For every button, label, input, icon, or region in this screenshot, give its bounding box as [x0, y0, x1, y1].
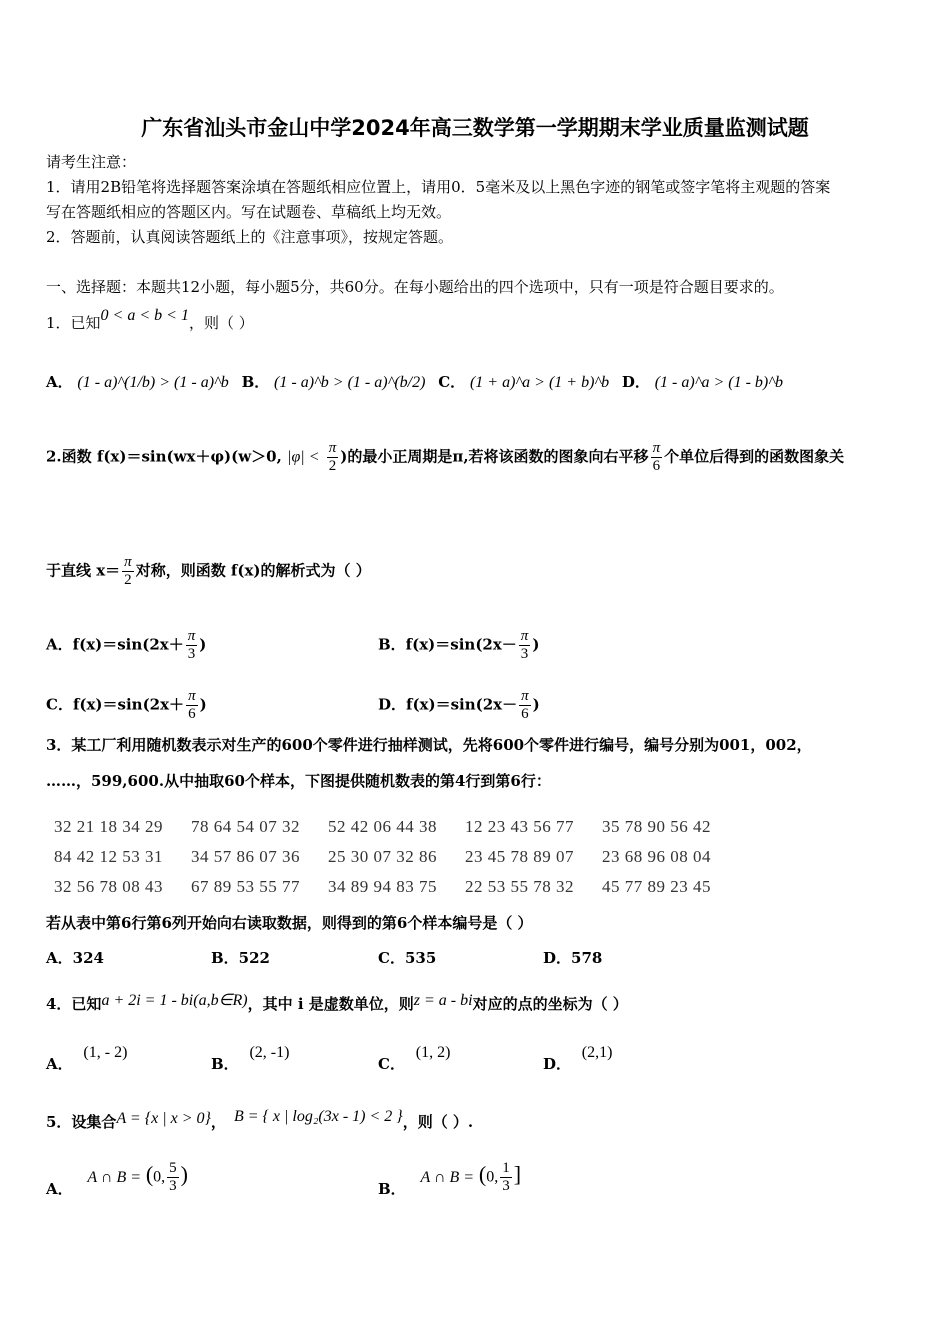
q5-option-a-den: 3 [169, 1178, 177, 1194]
section-heading: 一、选择题：本题共12小题，每小题5分，共60分。在每小题给出的四个选项中，只有一项是符合题目要求的。 [46, 278, 784, 296]
q2-option-c-frac [186, 688, 198, 723]
q1-stem [46, 307, 254, 334]
q4-option-c[interactable] [378, 1042, 451, 1073]
q1-option-a[interactable]: (1 - a)^(1/b) > (1 - a)^b [77, 374, 229, 391]
table-cell: 34 57 86 07 36 [191, 847, 300, 866]
q4-label-b: B． [211, 1055, 239, 1073]
table-cell: 35 78 90 56 42 [602, 817, 711, 836]
table-row [54, 812, 739, 842]
q5-option-a-zero: 0, [153, 1168, 166, 1186]
q5-option-b-zero: 0, [486, 1168, 499, 1186]
q5-option-b-num: 1 [502, 1160, 510, 1176]
q4-equation: a + 2i = 1 - bi [101, 992, 194, 1009]
q5-option-b-open: ( [478, 1161, 487, 1187]
q5-option-b[interactable] [378, 1160, 522, 1198]
q5-set-b: B = { x | log₂(3x - 1) < 2 } [233, 1108, 403, 1125]
table-cell: 23 45 78 89 07 [465, 847, 574, 866]
table-cell: 22 53 55 78 32 [465, 877, 574, 896]
q5-set-a: A = {x | x > 0} [116, 1110, 211, 1127]
q2-option-d[interactable] [378, 688, 540, 723]
q2-frac-pi-6 [651, 440, 663, 475]
q4-value-d: (2,1) [581, 1044, 613, 1061]
q5-option-b-close: ] [513, 1161, 522, 1187]
q2-option-a-den: 3 [187, 646, 196, 662]
q4-option-a[interactable] [46, 1042, 128, 1073]
q5-stem [46, 1108, 474, 1133]
q5-option-b-expr: A ∩ B = [420, 1168, 475, 1186]
q1-prefix: 1．已知 [46, 314, 101, 332]
q5-label-b: B． [378, 1179, 406, 1198]
q2-stem-line2 [46, 554, 371, 589]
q2-frac-line-den: 2 [124, 572, 132, 588]
q1-option-d[interactable]: (1 - a)^a > (1 - b)^b [654, 374, 783, 391]
q2-option-b-num: π [520, 628, 529, 644]
q2-option-c-close: ) [199, 695, 207, 714]
q2-option-b[interactable] [378, 628, 539, 663]
q2-part2: )的最小正周期是π,若将该函数的图象向右平移 [340, 447, 649, 466]
q4-mid: ，其中 i 是虚数单位，则 [247, 995, 414, 1013]
q3-option-d[interactable]: D．578 [543, 949, 603, 967]
table-row [54, 872, 739, 902]
table-cell: 78 64 54 07 32 [191, 817, 300, 836]
notice-item1-line2: 写在答题纸相应的答题区内。写在试题卷、草稿纸上均无效。 [46, 203, 452, 221]
q2-part1: 2.函数 f(x)＝sin(wx＋φ)(w＞0, [46, 447, 282, 466]
table-cell: 34 89 94 83 75 [328, 877, 437, 896]
table-cell: 32 56 78 08 43 [54, 877, 163, 896]
q3-option-b[interactable]: B．522 [211, 949, 270, 967]
q3-stem-line1: 3．某工厂利用随机数表示对生产的600个零件进行抽样测试，先将600个零件进行编号，编号分别为001，002， [46, 736, 812, 754]
q5-option-b-frac [500, 1160, 512, 1195]
q4-option-b[interactable] [211, 1042, 290, 1073]
q2-option-a-close: ) [199, 635, 207, 654]
q2-frac-den: 2 [328, 458, 337, 474]
q2-option-c-text: C．f(x)＝sin(2x＋ [46, 695, 185, 714]
q2-abs-phi: |φ| < [287, 448, 320, 466]
q2-stem-line1 [46, 440, 844, 475]
q2-option-a-text: A．f(x)＝sin(2x＋ [46, 635, 184, 654]
q5-option-a-expr: A ∩ B = [87, 1168, 142, 1186]
q5-suffix: ，则（ ）. [402, 1113, 474, 1131]
q2-frac-pi-2 [327, 440, 339, 475]
q5-prefix: 5．设集合 [46, 1113, 117, 1131]
q4-value-a: (1, - 2) [83, 1044, 128, 1061]
q2-option-d-num: π [521, 688, 529, 704]
q2-part3: 个单位后得到的函数图象关 [664, 447, 845, 466]
q2-option-d-text: D．f(x)＝sin(2x－ [378, 695, 518, 714]
q2-frac-line [122, 554, 134, 589]
q1-condition: 0 < a < b < 1 [100, 307, 189, 324]
q1-label-b: B． [241, 373, 270, 391]
q2-line2b: 对称，则函数 f(x)的解析式为（ ） [135, 561, 371, 580]
q5-comma: ， [210, 1113, 226, 1131]
q2-option-d-frac [519, 688, 531, 723]
q1-option-c[interactable]: (1 + a)^a > (1 + b)^b [469, 374, 610, 391]
q4-label-d: D． [543, 1055, 572, 1073]
q1-options [46, 372, 783, 393]
q1-label-a: A． [46, 373, 73, 391]
q1-label-c: C． [438, 373, 466, 391]
q4-prefix: 4．已知 [46, 995, 102, 1013]
table-cell: 84 42 12 53 31 [54, 847, 163, 866]
table-cell: 52 42 06 44 38 [328, 817, 437, 836]
q5-option-a-open: ( [145, 1161, 154, 1187]
q5-option-a-num: 5 [169, 1160, 177, 1176]
q1-label-d: D． [621, 373, 650, 391]
table-cell: 23 68 96 08 04 [602, 847, 711, 866]
q4-label-a: A． [46, 1055, 73, 1073]
q2-option-d-close: ) [532, 695, 540, 714]
q2-option-d-den: 6 [521, 706, 529, 722]
q2-frac-line-num: π [124, 554, 132, 570]
q2-option-a-num: π [187, 628, 196, 644]
q4-value-c: (1, 2) [415, 1044, 451, 1061]
q1-suffix: ，则（ ） [188, 314, 254, 332]
q3-stem-line2: ……，599,600.从中抽取60个样本，下图提供随机数表的第4行到第6行： [46, 772, 551, 790]
table-cell: 25 30 07 32 86 [328, 847, 437, 866]
q5-option-a[interactable] [46, 1160, 188, 1198]
table-cell: 32 21 18 34 29 [54, 817, 163, 836]
q2-frac6-den: 6 [652, 458, 661, 474]
q2-frac-num: π [328, 440, 337, 456]
q2-line2a: 于直线 x＝ [46, 561, 121, 580]
q2-option-c[interactable] [46, 688, 207, 723]
table-cell: 67 89 53 55 77 [191, 877, 300, 896]
q5-label-a: A． [46, 1179, 73, 1198]
q3-question: 若从表中第6行第6列开始向右读取数据，则得到的第6个样本编号是（ ） [46, 914, 533, 932]
q2-option-a-frac [186, 628, 198, 663]
q2-option-b-den: 3 [520, 646, 529, 662]
q4-z: z = a - bi [413, 992, 473, 1009]
q4-label-c: C． [378, 1055, 405, 1073]
notice-item2: 2．答题前，认真阅读答题纸上的《注意事项》，按规定答题。 [46, 228, 454, 246]
q3-option-a[interactable]: A．324 [46, 949, 104, 967]
q2-option-b-frac [519, 628, 531, 663]
q4-value-b: (2, -1) [249, 1044, 290, 1061]
q5-option-a-close: ) [180, 1161, 188, 1187]
q4-option-d[interactable] [543, 1042, 613, 1073]
q1-option-b[interactable]: (1 - a)^b > (1 - a)^(b/2) [274, 374, 426, 391]
q4-condition: (a,b∈R) [193, 992, 248, 1009]
table-cell: 45 77 89 23 45 [602, 877, 711, 896]
q2-option-c-num: π [188, 688, 196, 704]
notice-item1-line1: 1．请用2B铅笔将选择题答案涂填在答题纸相应位置上，请用0．5毫米及以上黑色字迹的钢笔或签字笔将主观题的答案 [46, 178, 831, 196]
page-title: 广东省汕头市金山中学2024年高三数学第一学期期末学业质量监测试题 [141, 116, 809, 140]
q5-option-a-frac [167, 1160, 179, 1195]
q2-option-a[interactable] [46, 628, 206, 663]
q4-suffix: 对应的点的坐标为（ ） [472, 995, 628, 1013]
q2-option-c-den: 6 [188, 706, 196, 722]
q5-option-b-den: 3 [502, 1178, 510, 1194]
table-cell: 12 23 43 56 77 [465, 817, 574, 836]
q2-option-b-close: ) [532, 635, 540, 654]
q3-option-c[interactable]: C．535 [378, 949, 437, 967]
q2-option-b-text: B．f(x)＝sin(2x－ [378, 635, 517, 654]
random-number-table [54, 812, 739, 902]
q2-frac6-num: π [652, 440, 661, 456]
q4-stem [46, 994, 628, 1015]
notice-heading: 请考生注意： [46, 153, 137, 171]
table-row [54, 842, 739, 872]
